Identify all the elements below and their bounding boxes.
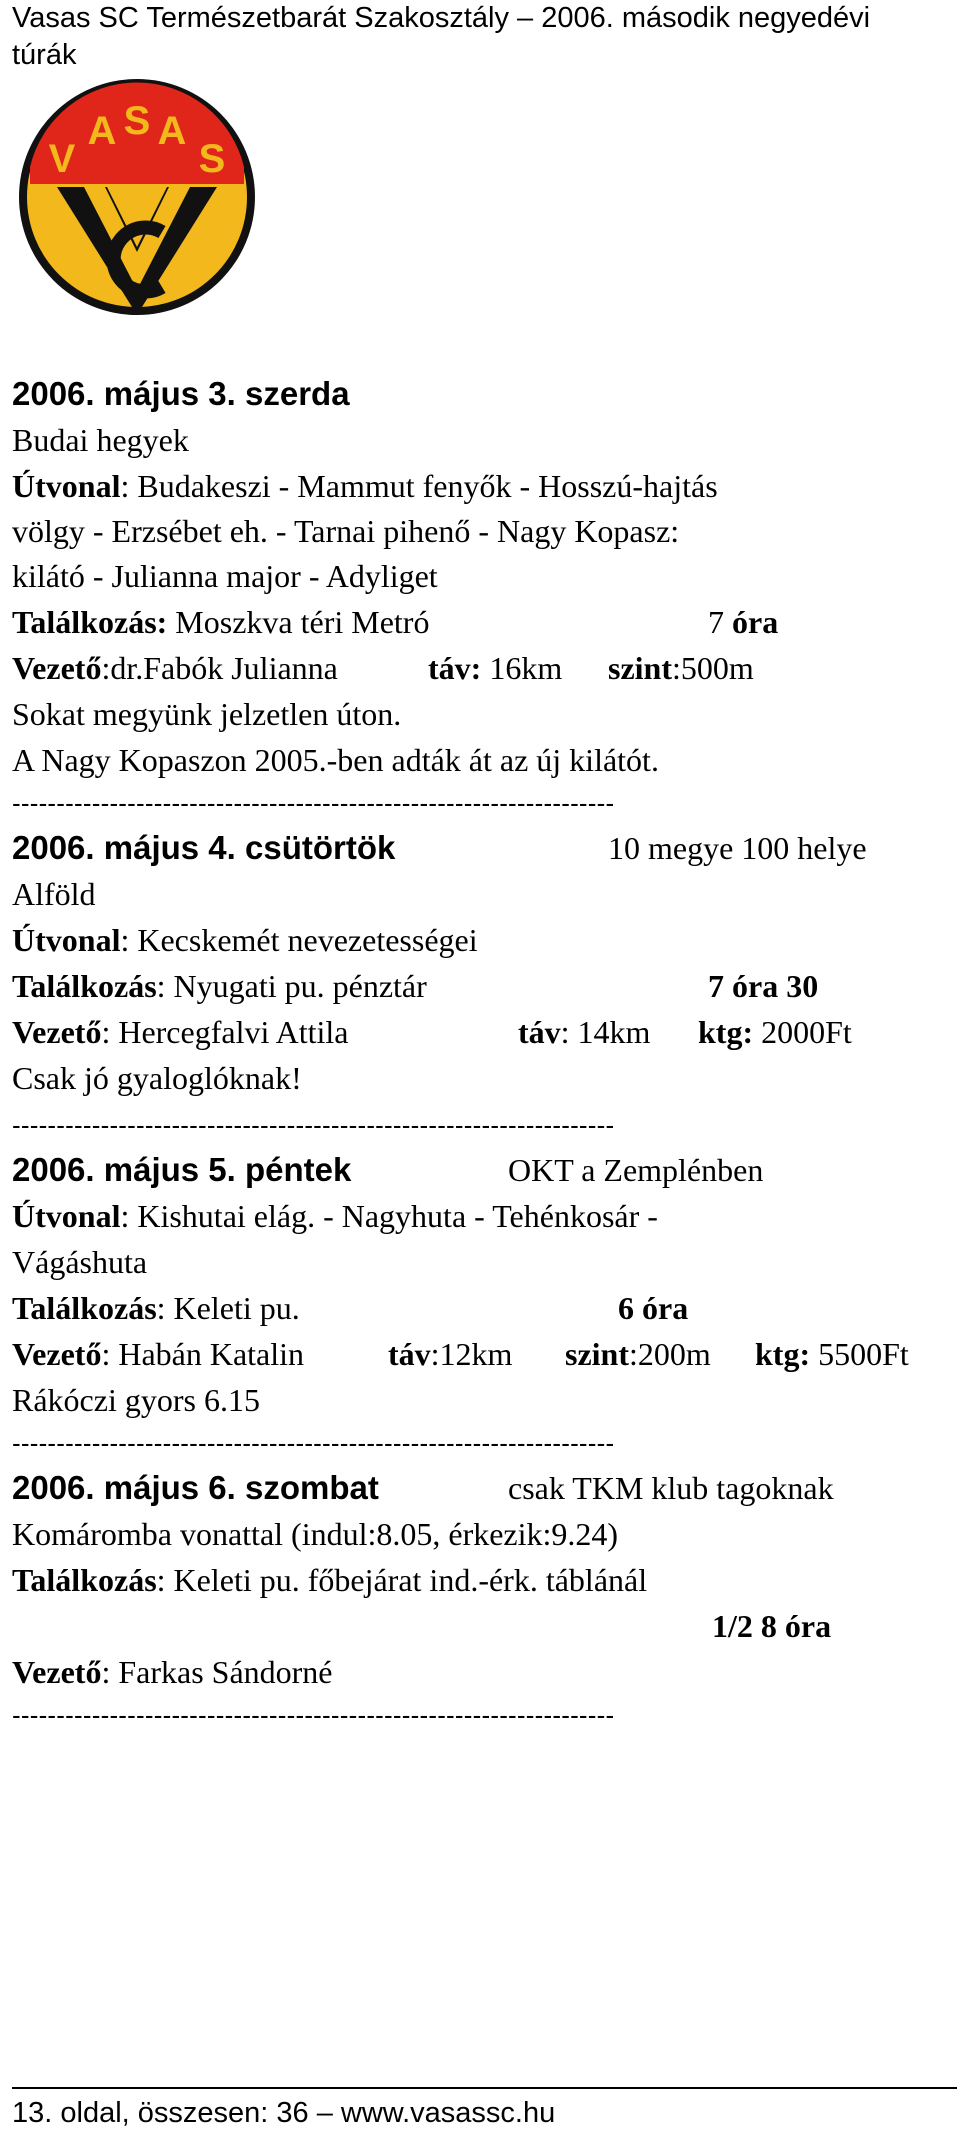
leader-label: Vezető	[12, 1014, 102, 1050]
tour-3-distance	[388, 1332, 512, 1376]
meeting-place: Moszkva téri Metró	[167, 604, 430, 640]
tour-1-meeting	[12, 600, 429, 644]
tour-2-date: 2006. május 4. csütörtök	[12, 829, 396, 866]
distance-value: : 14km	[560, 1014, 651, 1050]
tour-2-route	[12, 918, 478, 962]
tour-3-meeting	[12, 1286, 300, 1330]
leader-label: Vezető	[12, 1336, 102, 1372]
vasas-sc-logo	[12, 72, 262, 322]
tour-4-extra: csak TKM klub tagoknak	[508, 1470, 834, 1506]
tour-1-route-line3: kilátó - Julianna major - Adyliget	[12, 558, 438, 594]
route-label: Útvonal	[12, 1198, 121, 1234]
tour-1-distance	[428, 646, 562, 690]
page-footer: 13. oldal, összesen: 36 – www.vasassc.hu	[12, 2097, 556, 2129]
tour-3-leader	[12, 1332, 304, 1376]
tour-2-region: Alföld	[12, 876, 96, 912]
time-word: óra	[732, 604, 779, 640]
tour-2-extra: 10 megye 100 helye	[608, 830, 867, 866]
tour-1-route-line2: völgy - Erzsébet eh. - Tarnai pihenő - Nagy Kopasz:	[12, 513, 680, 549]
cost-value: 2000Ft	[753, 1014, 852, 1050]
svg-text:A: A	[87, 109, 117, 153]
tour-2-note: Csak jó gyaloglóknak!	[12, 1060, 302, 1096]
tour-1-climb	[608, 646, 754, 690]
tour-1-leader	[12, 646, 338, 690]
tour-4-date: 2006. május 6. szombat	[12, 1469, 379, 1506]
tour-4-meeting	[12, 1558, 647, 1602]
meeting-label: Találkozás:	[12, 604, 168, 640]
tour-2-distance	[518, 1010, 650, 1054]
tour-3-cost	[755, 1332, 909, 1376]
climb-label: szint	[608, 650, 672, 686]
footer-rule	[12, 2087, 957, 2089]
meeting-place: : Nyugati pu. pénztár	[156, 968, 427, 1004]
tour-1-time	[708, 600, 778, 644]
distance-label: táv	[518, 1014, 561, 1050]
tour-3-extra: OKT a Zemplénben	[508, 1152, 764, 1188]
route-label: Útvonal	[12, 922, 121, 958]
separator: --------------------------------------------------------------------	[12, 1428, 615, 1458]
tour-1-note2: A Nagy Kopaszon 2005.-ben adták át az új kilátót.	[12, 742, 659, 778]
tour-4-time: 1/2 8 óra	[712, 1608, 832, 1644]
meeting-label: Találkozás	[12, 1290, 157, 1326]
svg-text:S: S	[123, 99, 151, 143]
distance-label: táv	[388, 1336, 431, 1372]
svg-text:A: A	[157, 109, 187, 153]
climb-value: :200m	[629, 1336, 711, 1372]
tour-2-time: 7 óra 30	[708, 968, 819, 1004]
tour-1-region: Budai hegyek	[12, 422, 189, 458]
leader-name: : Farkas Sándorné	[101, 1654, 333, 1690]
tour-1-note1: Sokat megyünk jelzetlen úton.	[12, 696, 402, 732]
tour-3-note: Rákóczi gyors 6.15	[12, 1382, 260, 1418]
tour-3-date: 2006. május 5. péntek	[12, 1151, 352, 1188]
route-text: : Kecskemét nevezetességei	[120, 922, 478, 958]
separator: --------------------------------------------------------------------	[12, 1110, 615, 1140]
tour-3-climb	[565, 1332, 711, 1376]
route-text: : Budakeszi - Mammut fenyők - Hosszú-hajtás	[120, 468, 718, 504]
meeting-label: Találkozás	[12, 1562, 157, 1598]
cost-label: ktg:	[755, 1336, 811, 1372]
svg-text:V: V	[48, 137, 76, 181]
leader-name: : Hercegfalvi Attila	[101, 1014, 349, 1050]
tour-3-route-line1	[12, 1194, 658, 1238]
tour-3-route-line2: Vágáshuta	[12, 1244, 148, 1280]
climb-value: :500m	[672, 650, 754, 686]
meeting-place: : Keleti pu. főbejárat ind.-érk. táblánál	[156, 1562, 648, 1598]
route-text: : Kishutai elág. - Nagyhuta - Tehénkosár -	[120, 1198, 658, 1234]
leader-name: :dr.Fabók Julianna	[101, 650, 338, 686]
leader-label: Vezető	[12, 1654, 102, 1690]
meeting-place: : Keleti pu.	[156, 1290, 300, 1326]
tour-4-leader	[12, 1650, 333, 1694]
separator: --------------------------------------------------------------------	[12, 1700, 615, 1730]
distance-label: táv:	[428, 650, 482, 686]
tour-2-leader	[12, 1010, 348, 1054]
distance-value: 16km	[481, 650, 563, 686]
page-title: Vasas SC Természetbarát Szakosztály – 2006. második negyedévi túrák	[12, 2, 871, 71]
cost-label: ktg:	[698, 1014, 754, 1050]
cost-value: 5500Ft	[810, 1336, 909, 1372]
leader-label: Vezető	[12, 650, 102, 686]
tour-1-route-line1	[12, 464, 718, 508]
tour-2-meeting	[12, 964, 427, 1008]
tour-1-date: 2006. május 3. szerda	[12, 375, 350, 412]
route-label: Útvonal	[12, 468, 121, 504]
time-number: 7	[708, 604, 732, 640]
separator: --------------------------------------------------------------------	[12, 788, 615, 818]
tour-3-time: 6 óra	[618, 1290, 689, 1326]
distance-value: :12km	[430, 1336, 513, 1372]
svg-text:S: S	[198, 137, 226, 181]
tour-4-travel: Komáromba vonattal (indul:8.05, érkezik:9.24)	[12, 1516, 619, 1552]
leader-name: : Habán Katalin	[101, 1336, 305, 1372]
meeting-label: Találkozás	[12, 968, 157, 1004]
tour-2-cost	[698, 1010, 852, 1054]
climb-label: szint	[565, 1336, 629, 1372]
